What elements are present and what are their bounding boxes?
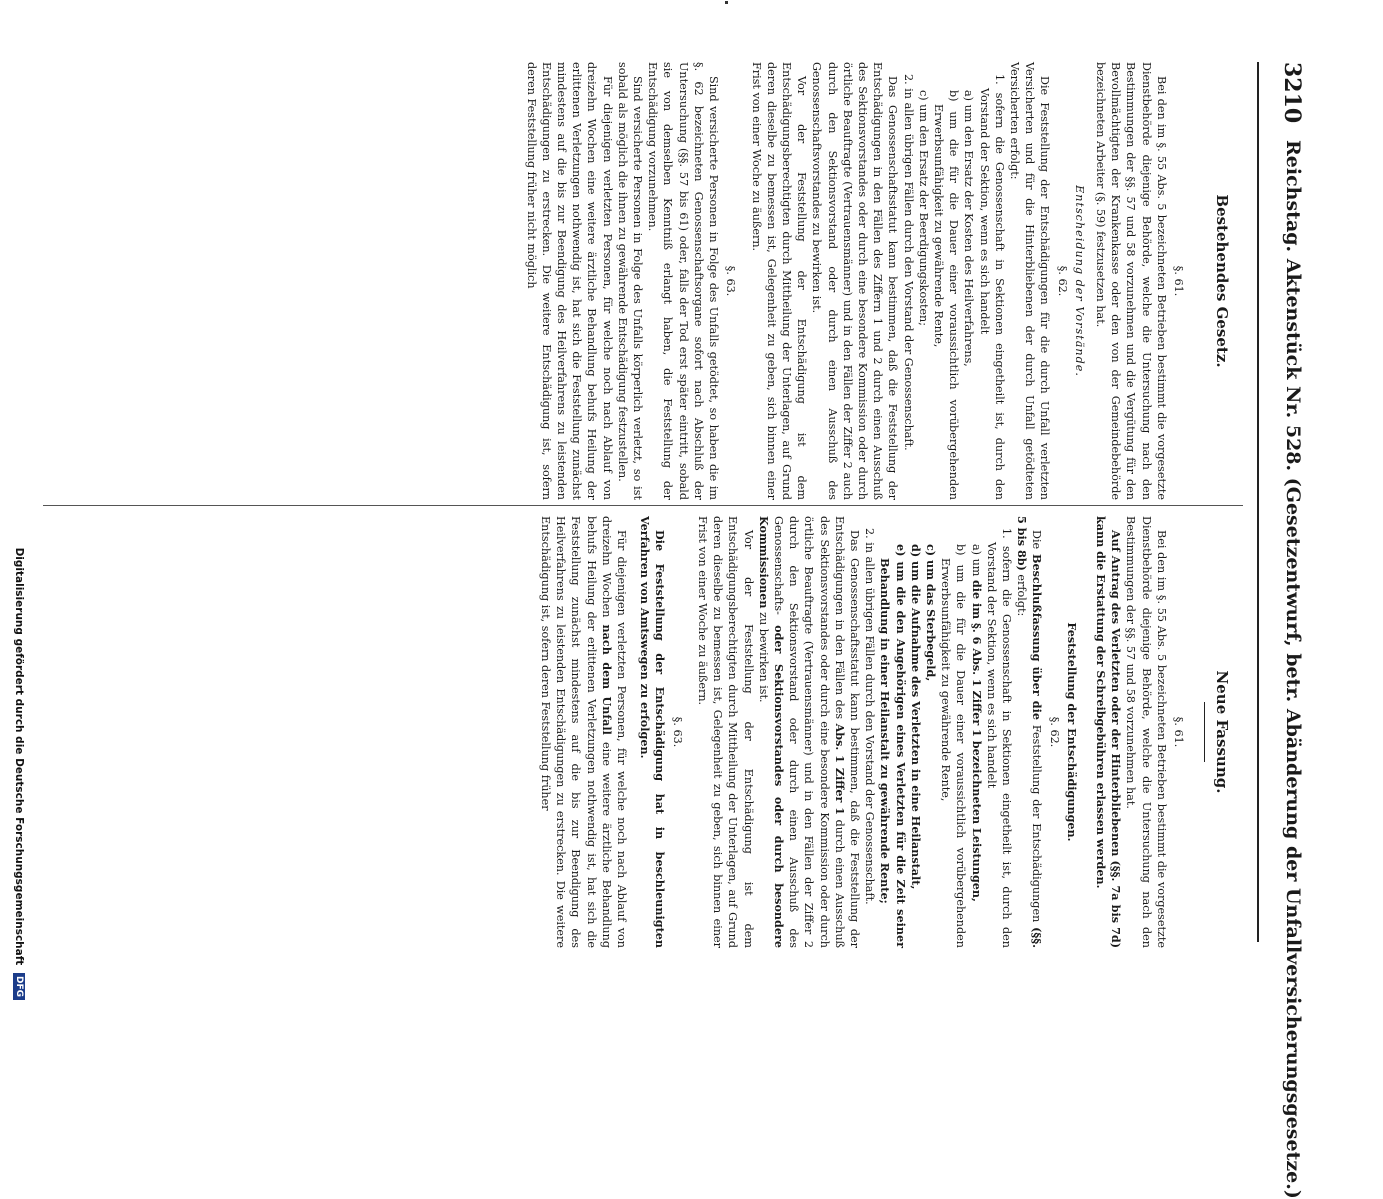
section-62-intro bbox=[1014, 516, 1044, 948]
item-1a-prefix: a) um bbox=[969, 544, 983, 580]
paragraph-vor-feststellung: Vor der Feststellung der Entschädigung ist dem Entschädigungsberechtigten durch Mittheilung der Unterlagen, auf Grund deren dieselbe zu bemessen ist, Gelegenheit zu geben, sich binnen einer Frist von einer Woche zu äußern. bbox=[695, 516, 755, 948]
statut-part: durch einen Ausschuß des Sektionsvorstandes oder durch eine besondere Kommission oder durch örtliche Beauftragte (Vertrauensmänner) und in den Fällen der Ziffer 2 durch den Sektionsvorstand oder durch einen Ausschuß des Genossenschafts- bbox=[771, 516, 846, 948]
statut-bold: Abs. 1 Ziffer 1 bbox=[832, 723, 847, 816]
section-63-title: §. 63. bbox=[724, 265, 738, 297]
left-column-heading: Bestehendes Gesetz. bbox=[1213, 194, 1231, 368]
paragraph-vor-feststellung: Vor der Feststellung der Entschädigung ist dem Entschädigungsberechtigten durch Mittheilung der Unterlagen, auf Grund deren dieselbe zu bemessen ist, Gelegenheit zu geben, sich binnen einer Frist von einer Woche zu äußern. bbox=[749, 62, 809, 500]
section-63-p2: Sind versicherte Personen in Folge des Unfalls körperlich verletzt, so ist sobald als möglich die ihnen zu gewährende Entschädigung festzustellen. bbox=[615, 62, 645, 500]
section-63-p3 bbox=[538, 516, 629, 948]
page-number: 3210 bbox=[1279, 62, 1305, 124]
item-1c: c) um das Sterbegeld, bbox=[923, 544, 938, 682]
page-header bbox=[1257, 62, 1315, 1199]
item-1d: d) um die Aufnahme des Verletzten in eine Heilanstalt, bbox=[908, 544, 923, 890]
gap bbox=[1085, 516, 1093, 948]
intro-part: Die bbox=[1030, 530, 1044, 555]
gap bbox=[740, 62, 748, 500]
item-1: 1. sofern die Genossenschaft in Sektionen eingetheilt ist, durch den Vorstand der Sektion, wenn es sich handelt bbox=[984, 528, 1013, 948]
item-2: 2. in allen übrigen Fällen durch den Vorstand der Genossenschaft. bbox=[901, 74, 915, 451]
section-62-title: §. 62. bbox=[1047, 716, 1061, 748]
item-1c: c) um den Ersatz der Beerdigungskosten; bbox=[916, 90, 930, 327]
intro-bold-part: Beschlußfassung über die bbox=[1030, 554, 1045, 720]
intro-part: Feststellung der Entschädigungen bbox=[1030, 719, 1044, 928]
right-column-heading-text: Neue Fassung. bbox=[1213, 670, 1231, 794]
statut-part: Das Genossenschaftsstatut kann bestimmen, daß die Feststellung der Entschädigungen in den Fällen des bbox=[832, 516, 861, 948]
paragraph-statut: Das Genossenschaftsstatut kann bestimmen, daß die Feststellung der Entschädigungen in den Fällen des Ziffern 1 und 2 durch einen Ausschuß des Sektionsvorstandes oder durch eine besondere Kommission oder durch örtliche Beauftragte (Vertrauensmänner) und in den Fällen der Ziffer 2 auch durch den Sektionsvorstand oder durch einen Ausschuß des Genossenschaftsvorstandes zu bewirken ist. bbox=[810, 62, 900, 500]
statut-bold: oder Sektionsvorstandes oder durch besondere Kommissionen bbox=[756, 516, 786, 949]
paragraph-statut bbox=[756, 516, 862, 948]
left-column bbox=[523, 62, 1188, 500]
gap bbox=[687, 516, 695, 948]
item-1a-bold: die im §. 6 Abs. 1 Ziffer 1 bezeichneten Leistungen, bbox=[969, 579, 984, 902]
credit-text: Digitalisierung gefördert durch die Deutsche Forschungsgemeinschaft bbox=[13, 547, 25, 966]
item-1: 1. sofern die Genossenschaft in Sektionen eingetheilt ist, durch den Vorstand der Sektion, wenn es sich handelt bbox=[977, 74, 1006, 500]
p3-bold: nach dem Unfall bbox=[599, 624, 614, 735]
heading-underline bbox=[1204, 702, 1205, 762]
section-61-text: Bei den im §. 55 Abs. 5 bezeichneten Betrieben bestimmt die vorgesetzte Dienstbehörde diejenige Behörde, welche die Untersuchung nach den Bestimmungen der §§. 57 und 58 vorzunehmen hat. bbox=[1124, 516, 1168, 948]
section-63-p3: Für diejenigen verletzten Personen, für welche noch nach Ablauf von dreizehn Wochen eine weitere ärztliche Behandlung behufs Heilung der erlittenen Verletzungen nothwendig ist, hat sich die Feststellung zunächst mindestens auf die bis zur Beendigung des Heilverfahrens zu leistenden Entschädigungen zu erstrecken. Die weitere Entschädigung ist, sofern deren Feststellung früher nicht möglich bbox=[524, 62, 614, 500]
gap bbox=[629, 516, 637, 948]
section-63-p1: Sind versicherte Personen in Folge des Unfalls getödtet, so haben die im §. 62 bezeichneten Genossenschaftsorgane sofort nach Abschluß der Untersuchung (§§. 57 bis 61) oder, falls der Tod erst später eintritt, sobald sie von demselben Kenntniß erlangt haben, die Feststellung der Entschädigung vorzunehmen. bbox=[646, 62, 721, 500]
item-1b: b) um die für die Dauer einer voraussichtlich vorübergehenden Erwerbsunfähigkeit zu gewährende Rente, bbox=[939, 544, 968, 948]
p3-part: Für diejenigen verletzten Personen, für welche noch nach Ablauf von dreizehn Wochen bbox=[599, 516, 629, 948]
right-column bbox=[538, 516, 1188, 948]
section-61-title: §. 61. bbox=[1172, 265, 1185, 297]
right-column-heading bbox=[1204, 512, 1231, 952]
section-62-intro: Die Feststellung der Entschädigungen für die durch Unfall verletzten Versicherten und für die Hinterbliebenen der durch Unfall getödteten Versicherten erfolgt: bbox=[1007, 62, 1052, 500]
item-1a: a) um den Ersatz der Kosten des Heilverfahrens, bbox=[962, 90, 976, 367]
p3-part: eine weitere ärztliche Behandlung behufs Heilung der erlittenen Verletzungen nothwendig ist, hat sich die Feststellung zunächst mindestens auf die bis zur Beendigung des Heilverfahrens zu leistenden Entschädigungen zu erstrecken. Die weitere Entschädigung ist, sofern deren Feststellung früher bbox=[539, 516, 613, 948]
intro-bold-ref: (§§. 5 bis 8b) bbox=[1015, 516, 1045, 948]
item-1a bbox=[968, 516, 983, 948]
intro-part: erfolgt: bbox=[1015, 570, 1029, 617]
section-63-title: §. 63. bbox=[670, 716, 684, 748]
item-1b: b) um die für die Dauer einer voraussichtlich vorübergehenden Erwerbsunfähigkeit zu gewährende Rente, bbox=[931, 90, 961, 500]
item-1e: e) um die den Angehörigen eines Verletzten für die Zeit seiner Behandlung in einer Heilanstalt zu gewährende Rente; bbox=[878, 544, 908, 948]
running-head: Reichstag. Aktenstück Nr. 528. (Gesetzentwurf, betr. Abänderung der Unfallversicherungsgesetze.) bbox=[1282, 140, 1304, 1199]
column-divider bbox=[43, 505, 1243, 506]
scan-mark bbox=[725, 1, 728, 4]
section-61-bold-addition: Auf Antrag des Verletzten oder der Hinterbliebenen (§§. 7a bis 7d) kann die Erstattung der Schreibgebühren erlassen werden. bbox=[1093, 516, 1124, 948]
subtitle-feststellung: Feststellung der Entschädigungen. bbox=[1064, 622, 1079, 842]
digitization-credit bbox=[13, 360, 25, 1000]
section-61-title: §. 61. bbox=[1172, 716, 1185, 748]
statut-part: zu bewirken ist. bbox=[756, 608, 770, 703]
dfg-logo: DFG bbox=[13, 973, 25, 1000]
item-2: 2. in allen übrigen Fällen durch den Vorstand der Genossenschaft. bbox=[863, 528, 877, 905]
subtitle-vorstaende: Entscheidung der Vorstände. bbox=[1072, 185, 1086, 377]
section-61-text: Bei den im §. 55 Abs. 5 bezeichneten Betrieben bestimmt die vorgesetzte Dienstbehörde diejenige Behörde, welche die Untersuchung nach den Bestimmungen der §§. 57 und 58 vorzunehmen und die Vergütung für den Bevollmächtigten der Krankenkasse oder den von der Gemeindebehörde bezeichneten Arbeiter (§. 59) festzusetzen hat. bbox=[1093, 62, 1168, 500]
section-62-title: §. 62. bbox=[1055, 265, 1069, 297]
section-63-bold: Die Feststellung der Entschädigung hat in beschleunigten Verfahren von Amtswegen zu erfolgen. bbox=[638, 516, 668, 948]
